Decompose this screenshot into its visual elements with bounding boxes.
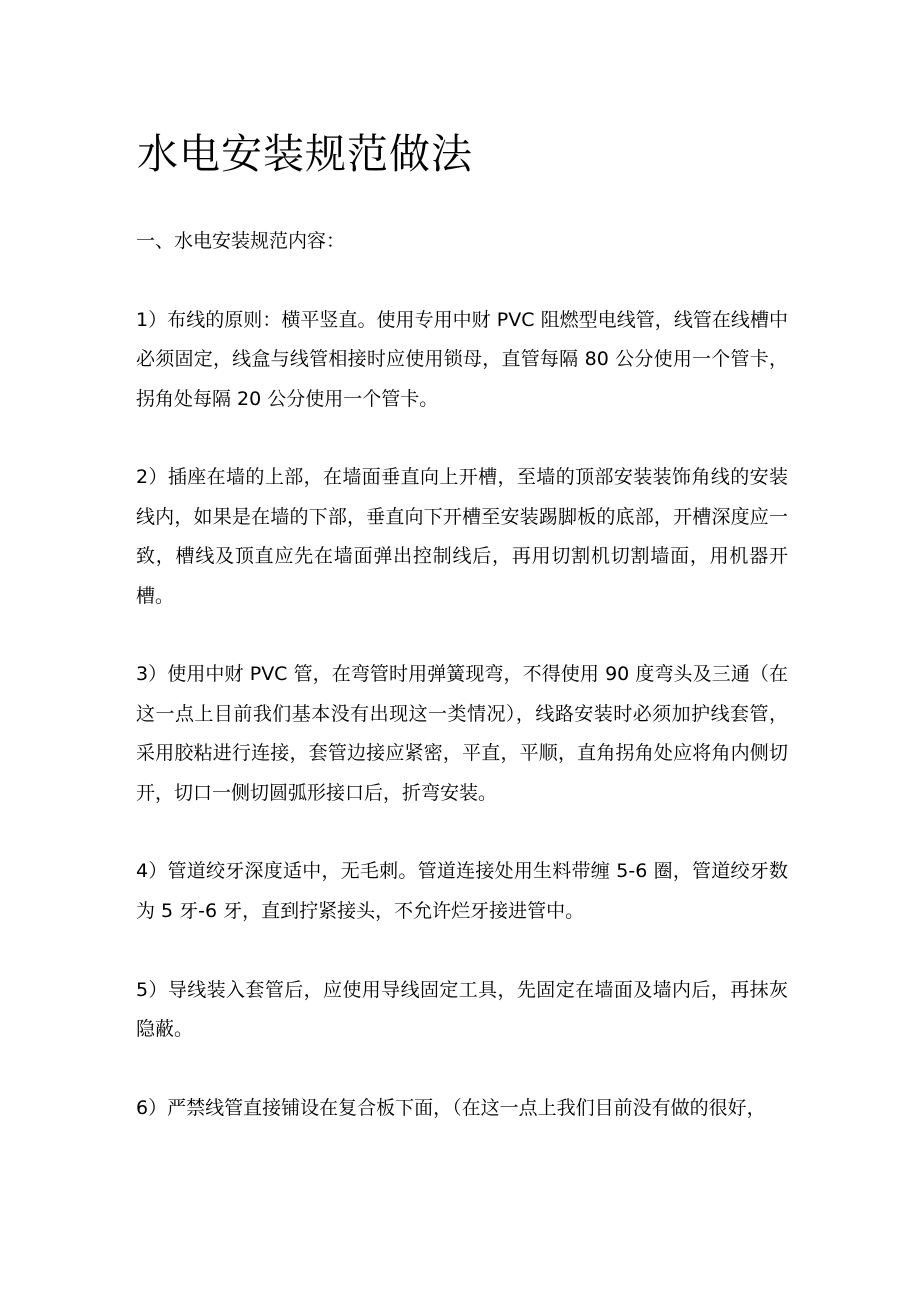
paragraph-2: 2）插座在墙的上部，在墙面垂直向上开槽，至墙的顶部安装装饰角线的安装线内，如果是在墙的下部，垂直向下开槽至安装踢脚板的底部，开槽深度应一致，槽线及顶直应先在墙面弹出控制线后，再用切割机切割墙面，用机器开槽。 [136,466,788,607]
paragraph-3: 3）使用中财 PVC 管，在弯管时用弹簧现弯，不得使用 90 度弯头及三通（在这一点上目前我们基本没有出现这一类情况），线路安装时必须加护线套管，采用胶粘进行连接，套管边接应紧密，平直，平顺，直角拐角处应将角内侧切开，切口一侧切圆弧形接口后，折弯安装。 [136,663,788,804]
section-heading: 一、水电安装规范内容： [136,230,346,252]
document-body [136,222,788,1128]
document-title: 水电安装规范做法 [137,130,473,178]
paragraph-4: 4）管道绞牙深度适中，无毛刺。管道连接处用生料带缠 5-6 圈，管道绞牙数为 5 牙-6 牙，直到拧紧接头，不允许烂牙接进管中。 [136,860,788,922]
paragraph-1: 1）布线的原则：横平竖直。使用专用中财 PVC 阻燃型电线管，线管在线槽中必须固定，线盒与线管相接时应使用锁母，直管每隔 80 公分使用一个管卡，拐角处每隔 20 公分使用一个管卡。 [136,308,788,410]
paragraph-5: 5）导线装入套管后，应使用导线固定工具，先固定在墙面及墙内后，再抹灰隐蔽。 [136,978,788,1041]
paragraph-6: 6）严禁线管直接铺设在复合板下面，（在这一点上我们目前没有做的很好， [136,1096,766,1119]
